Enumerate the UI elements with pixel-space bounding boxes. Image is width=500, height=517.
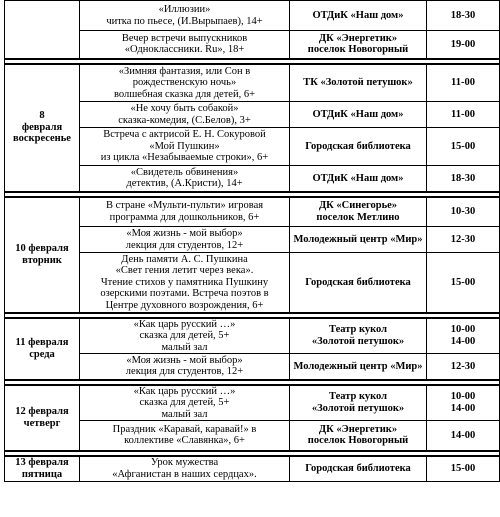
event-line: программа для дошкольников, 6+: [109, 211, 260, 223]
event-row: [5, 128, 500, 166]
event-line: лекция для студентов, 12+: [125, 366, 244, 378]
venue-cell: [290, 128, 427, 166]
time-cell: [427, 197, 500, 227]
time-line: 14-00: [450, 335, 476, 347]
venue-line: Молодежный центр «Мир»: [293, 233, 423, 245]
date-line: вторник: [22, 254, 62, 266]
event-row: [5, 253, 500, 313]
date-cell: [5, 64, 80, 192]
event-description-cell: [80, 421, 290, 451]
date-cell: [5, 456, 80, 482]
venue-line: поселок Новогорный: [307, 435, 409, 447]
time-line: 15-00: [450, 140, 476, 152]
time-line: 11-00: [451, 108, 475, 120]
time-line: 10-00: [450, 324, 476, 336]
venue-line: ДК «Энергетик»: [318, 32, 398, 44]
time-cell: [427, 102, 500, 128]
time-cell: [427, 318, 500, 354]
venue-line: Театр кукол: [328, 391, 388, 403]
event-description-cell: [80, 166, 290, 192]
event-line: «Мой Пушкин»: [149, 140, 220, 152]
date-line: 10 февраля: [15, 243, 69, 254]
date-cell: [5, 197, 80, 313]
event-line: Центре духовного возрождения, 6+: [105, 299, 264, 311]
venue-line: ДК «Энергетик»: [318, 423, 398, 435]
venue-cell: [290, 102, 427, 128]
event-row: [5, 102, 500, 128]
date-line: 12 февраля: [15, 406, 69, 417]
event-description-cell: [80, 318, 290, 354]
event-line: малый зал: [161, 408, 208, 420]
event-row: [5, 197, 500, 227]
venue-line: ТК «Золотой петушок»: [303, 77, 413, 88]
venue-cell: [290, 197, 427, 227]
event-description-cell: [80, 102, 290, 128]
event-description-cell: [80, 456, 290, 482]
event-row: [5, 31, 500, 59]
event-line: «Одноклассники. Ru», 18+: [124, 44, 245, 56]
time-line: 14-00: [450, 429, 476, 441]
time-line: 10-00: [450, 391, 476, 403]
event-description-cell: [80, 253, 290, 313]
event-line: «Свидетель обвинения»: [130, 166, 239, 178]
venue-line: «Золотой петушок»: [311, 402, 405, 414]
event-row: [5, 1, 500, 31]
event-line: сказка-комедия, (С.Белов), 3+: [118, 114, 251, 126]
venue-line: Городская библиотека: [305, 276, 411, 288]
event-row: [5, 385, 500, 421]
venue-cell: [290, 31, 427, 59]
event-line: из цикла «Незабываемые строки», 6+: [100, 152, 269, 164]
event-line: лекция для студентов, 12+: [125, 239, 244, 251]
time-line: 11-00: [451, 77, 475, 88]
time-line: 14-00: [450, 402, 476, 414]
time-cell: [427, 31, 500, 59]
time-cell: [427, 64, 500, 102]
event-line: озерскими поэтами. Встреча поэтов в: [100, 288, 269, 299]
venue-cell: [290, 421, 427, 451]
event-row: [5, 354, 500, 380]
event-line: В стране «Мульти-пульти» игровая: [105, 200, 264, 212]
event-line: сказка для детей, 5+: [139, 330, 230, 341]
date-line: февраля: [21, 121, 63, 133]
venue-cell: [290, 253, 427, 313]
date-line: 11 февраля: [15, 337, 69, 348]
venue-cell: [290, 64, 427, 102]
event-description-cell: [80, 128, 290, 166]
event-row: [5, 456, 500, 482]
event-line: «Моя жизнь - мой выбор»: [126, 228, 243, 239]
date-line: воскресенье: [13, 133, 71, 145]
venue-line: ДК «Синегорье»: [318, 200, 398, 212]
schedule-body: [5, 1, 500, 482]
date-line: пятница: [21, 468, 63, 480]
time-cell: [427, 227, 500, 253]
date-cell: [5, 385, 80, 451]
date-cell: [5, 1, 80, 59]
venue-cell: [290, 318, 427, 354]
event-line: «Свет гения летит через века».: [115, 265, 254, 276]
venue-line: поселок Новогорный: [307, 44, 409, 56]
event-row: [5, 166, 500, 192]
time-line: 15-00: [450, 276, 476, 288]
venue-cell: [290, 166, 427, 192]
venue-cell: [290, 1, 427, 31]
venue-line: ОТДиК «Наш дом»: [312, 172, 404, 184]
venue-line: ОТДиК «Наш дом»: [312, 9, 404, 21]
time-cell: [427, 1, 500, 31]
event-line: волшебная сказка для детей, 6+: [113, 88, 256, 100]
event-line: «Афганистан в наших сердцах».: [112, 468, 257, 480]
venue-line: Городская библиотека: [305, 140, 411, 152]
event-row: [5, 421, 500, 451]
venue-line: ОТДиК «Наш дом»: [312, 108, 404, 120]
date-line: 13 февраля: [15, 457, 69, 469]
venue-cell: [290, 354, 427, 380]
venue-line: поселок Метлино: [316, 211, 400, 223]
time-line: 18-30: [450, 172, 476, 184]
event-description-cell: [80, 385, 290, 421]
venue-line: Театр кукол: [328, 324, 388, 336]
schedule-table: [4, 0, 500, 482]
venue-cell: [290, 227, 427, 253]
event-line: сказка для детей, 5+: [139, 397, 230, 408]
time-line: 12-30: [450, 233, 476, 245]
date-line: четверг: [23, 417, 61, 429]
event-description-cell: [80, 1, 290, 31]
event-description-cell: [80, 227, 290, 253]
time-line: 10-30: [450, 206, 476, 217]
time-cell: [427, 166, 500, 192]
venue-line: Молодежный центр «Мир»: [293, 360, 423, 372]
event-line: «Иллюзии»: [158, 4, 211, 15]
time-cell: [427, 456, 500, 482]
date-line: 8: [39, 110, 45, 122]
event-line: «Моя жизнь - мой выбор»: [126, 354, 243, 366]
event-description-cell: [80, 64, 290, 102]
time-cell: [427, 421, 500, 451]
event-line: Праздник «Каравай, каравай!» в: [112, 423, 257, 435]
time-line: 18-30: [450, 9, 476, 21]
time-line: 19-00: [450, 38, 476, 50]
event-line: рождественскую ночь»: [132, 77, 237, 88]
event-row: [5, 227, 500, 253]
event-line: читка по пьесе, (И.Вырыпаев), 14+: [106, 15, 263, 27]
time-cell: [427, 128, 500, 166]
date-cell: [5, 318, 80, 380]
event-line: Вечер встречи выпускников: [121, 32, 248, 44]
event-description-cell: [80, 354, 290, 380]
time-cell: [427, 385, 500, 421]
event-line: «Как царь русский …»: [133, 318, 236, 330]
event-row: [5, 318, 500, 354]
time-cell: [427, 354, 500, 380]
time-line: 15-00: [450, 463, 476, 474]
date-line: среда: [29, 348, 55, 360]
event-line: «Как царь русский …»: [133, 385, 236, 397]
venue-cell: [290, 456, 427, 482]
time-cell: [427, 253, 500, 313]
time-line: 12-30: [450, 360, 476, 372]
event-line: «Зимняя фантазия, или Сон в: [118, 65, 251, 77]
event-row: [5, 64, 500, 102]
event-line: Встреча с актрисой Е. Н. Сокуровой: [103, 129, 266, 141]
event-line: коллективе «Славянка», 6+: [124, 435, 245, 447]
venue-cell: [290, 385, 427, 421]
venue-line: «Золотой петушок»: [311, 335, 405, 347]
event-description-cell: [80, 31, 290, 59]
event-line: «Не хочу быть собакой»: [130, 103, 239, 114]
event-line: День памяти А. С. Пушкина: [121, 253, 248, 265]
event-line: малый зал: [161, 341, 208, 353]
venue-line: Городская библиотека: [305, 463, 411, 474]
event-line: Чтение стихов у памятника Пушкину: [100, 276, 269, 288]
event-line: детектив, (А.Кристи), 14+: [126, 178, 243, 190]
event-line: Урок мужества: [150, 457, 219, 469]
event-description-cell: [80, 197, 290, 227]
